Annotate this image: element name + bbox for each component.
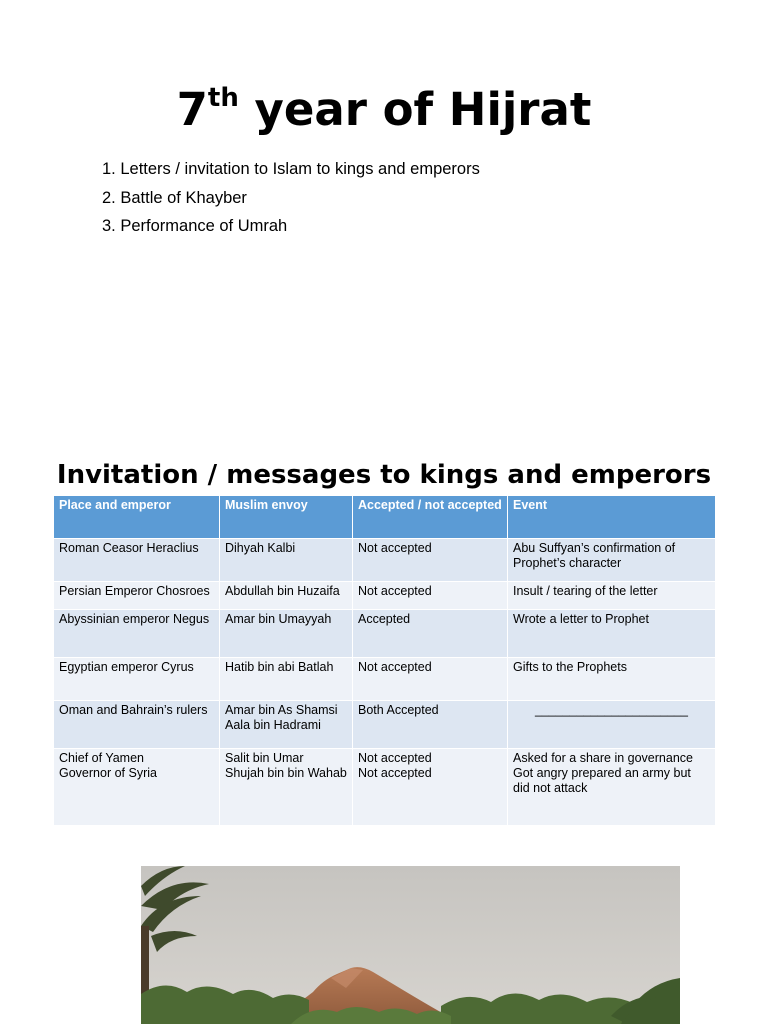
table-cell-accepted — [353, 582, 508, 610]
table-cell-envoy — [220, 582, 353, 610]
cell-text: Abdullah bin Huzaifa — [225, 584, 340, 598]
cell-text: Not accepted — [358, 660, 432, 674]
cell-text: Abyssinian emperor Negus — [59, 612, 210, 626]
cell-text: Abu Suffyan’s confirmation of Prophet’s character — [513, 541, 676, 570]
column-header-place: Place and emperor — [54, 496, 220, 539]
cell-text: ______________________ — [535, 703, 688, 717]
table-cell-envoy — [220, 539, 353, 582]
table-cell-accepted — [353, 701, 508, 749]
table-cell-event — [508, 701, 716, 749]
cell-text: Persian Emperor Chosroes — [59, 584, 210, 598]
table-cell-place — [54, 749, 220, 826]
table-cell-event — [508, 658, 716, 701]
topic-item: 2. Battle of Khayber — [102, 188, 247, 207]
cell-text: Insult / tearing of the letter — [513, 584, 658, 598]
table-cell-accepted — [353, 658, 508, 701]
table-cell-place — [54, 539, 220, 582]
landscape-illustration — [141, 866, 680, 1024]
cell-text: Shujah bin bin Wahab — [225, 766, 347, 780]
column-header-event: Event — [508, 496, 716, 539]
cell-text: Accepted — [358, 612, 411, 626]
table-cell-accepted — [353, 749, 508, 826]
cell-text: Egyptian emperor Cyrus — [59, 660, 194, 674]
table-cell-envoy — [220, 749, 353, 826]
cell-text: Gifts to the Prophets — [513, 660, 627, 674]
column-header-envoy: Muslim envoy — [220, 496, 353, 539]
cell-text: Dihyah Kalbi — [225, 541, 296, 555]
cell-text: Salit bin Umar — [225, 751, 304, 765]
cell-text: Not accepted — [358, 766, 432, 780]
cell-text: Asked for a share in governance — [513, 751, 693, 765]
cell-text: Roman Ceasor Heraclius — [59, 541, 199, 555]
table-row — [54, 539, 716, 582]
title-ordinal-suffix: th — [207, 83, 239, 113]
khaybar-landscape-photo — [141, 866, 680, 1024]
table-cell-event — [508, 539, 716, 582]
table-cell-place — [54, 582, 220, 610]
topic-list — [102, 157, 480, 243]
topic-item: 1. Letters / invitation to Islam to kings and emperors — [102, 160, 480, 178]
cell-text: Not accepted — [358, 584, 432, 598]
cell-text: Both Accepted — [358, 703, 439, 717]
table-cell-envoy — [220, 610, 353, 658]
cell-text: Wrote a letter to Prophet — [513, 612, 649, 626]
table-cell-event — [508, 749, 716, 826]
cell-text: Oman and Bahrain’s rulers — [59, 703, 208, 717]
table-cell-place — [54, 701, 220, 749]
table-cell-accepted — [353, 539, 508, 582]
table-cell-envoy — [220, 658, 353, 701]
column-header-accepted: Accepted / not accepted — [353, 496, 508, 539]
table-cell-envoy — [220, 701, 353, 749]
cell-text: Got angry prepared an army but did not attack — [513, 766, 691, 795]
cell-text: Amar bin Umayyah — [225, 612, 332, 626]
table-row — [54, 658, 716, 701]
table-cell-accepted — [353, 610, 508, 658]
cell-text: Chief of Yamen — [59, 751, 145, 765]
topic-item: 3. Performance of Umrah — [102, 217, 288, 236]
slide-title — [0, 70, 768, 138]
table-row — [54, 610, 716, 658]
table-header-row — [54, 496, 716, 539]
table-cell-place — [54, 658, 220, 701]
cell-text: Not accepted — [358, 541, 432, 555]
envoy-table — [53, 495, 716, 826]
cell-text: Not accepted — [358, 751, 432, 765]
cell-text: Aala bin Hadrami — [225, 718, 321, 732]
cell-text: Amar bin As Shamsi — [225, 703, 338, 717]
table-cell-event — [508, 582, 716, 610]
cell-text: Governor of Syria — [59, 766, 157, 780]
table-cell-place — [54, 610, 220, 658]
table-cell-event — [508, 610, 716, 658]
table-row — [54, 749, 716, 826]
table-row — [54, 582, 716, 610]
section-heading: Invitation / messages to kings and emperors — [56, 460, 712, 490]
cell-text: Hatib bin abi Batlah — [225, 660, 334, 674]
title-number: 7 — [176, 83, 208, 136]
table-row — [54, 701, 716, 749]
title-text: year of Hijrat — [238, 83, 592, 136]
